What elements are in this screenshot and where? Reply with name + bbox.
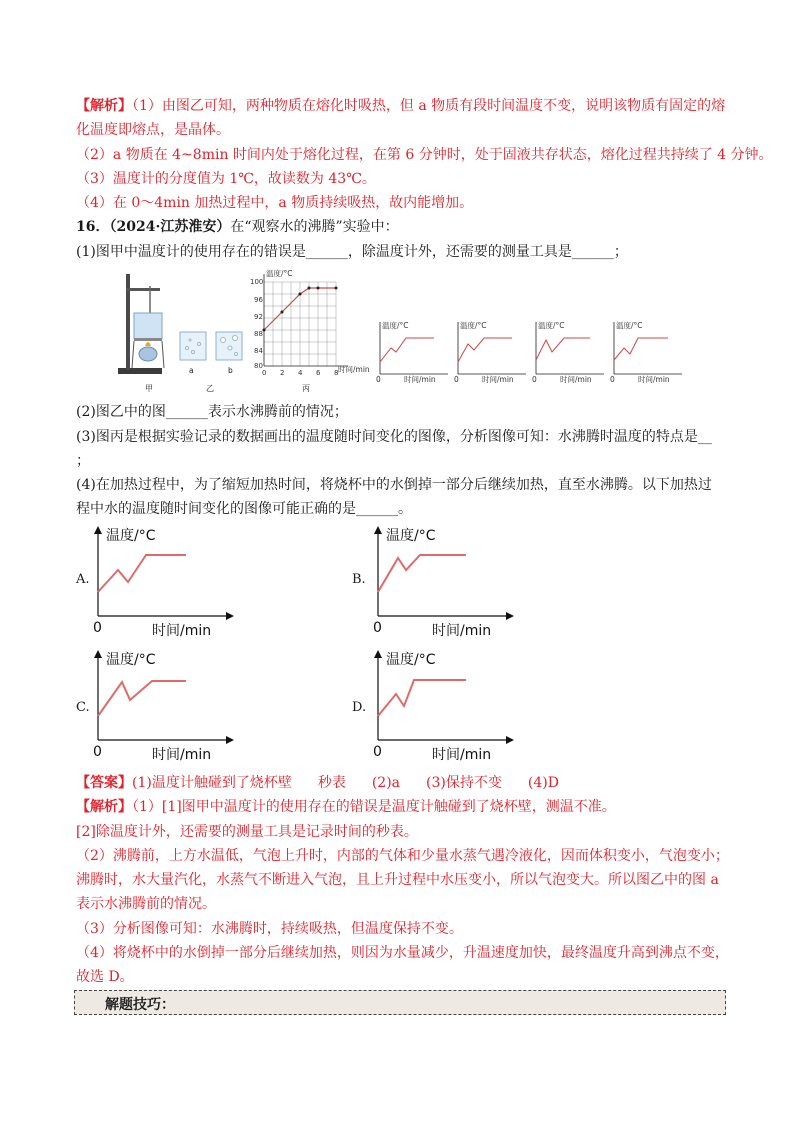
- prev-analysis-line-3: （2）a 物质在 4~8min 时间内处于熔化过程，在第 6 分钟时，处于固液共存状态，熔化过程共持续了 4 分钟。: [76, 147, 773, 163]
- label-yi: 乙: [206, 384, 214, 393]
- svg-text:温度/°C: 温度/°C: [106, 528, 156, 544]
- option-b-graph: [370, 520, 510, 640]
- small-graph-3: [532, 318, 606, 382]
- y-tick: 96: [254, 296, 263, 304]
- label-bing: 丙: [302, 384, 310, 393]
- option-a-graph: [90, 520, 230, 640]
- y-tick: 100: [250, 278, 264, 286]
- figure-apparatus-jia: [112, 268, 172, 388]
- svg-text:温度/°C: 温度/°C: [386, 528, 436, 544]
- svg-text:时间/min: 时间/min: [638, 375, 670, 384]
- option-b-label: B.: [352, 572, 366, 587]
- prev-analysis-line-2: 化温度即熔点，是晶体。: [76, 122, 230, 138]
- small-graph-4: [610, 318, 684, 382]
- analysis-line-3: （2）沸腾前，上方水温低，气泡上升时，内部的气体和少量水蒸气遇冷液化，因而体积变小，气泡变小；: [76, 848, 729, 864]
- small-graph-1: [376, 318, 450, 382]
- label-jia: 甲: [145, 384, 153, 393]
- prev-analysis-line-5: （4）在 0～4min 加热过程中，a 物质持续吸热，故内能增加。: [76, 195, 474, 211]
- beaker-b-label: b: [228, 366, 233, 375]
- question-header: 16．（2024·江苏淮安）在“观察水的沸腾”实验中：: [76, 219, 399, 235]
- graph-bing-xlabel: 时间/min: [338, 365, 370, 374]
- svg-text:时间/min: 时间/min: [404, 375, 436, 384]
- svg-text:0: 0: [93, 620, 102, 636]
- question-part-4a: (4)在加热过程中，为了缩短加热时间，将烧杯中的水倒掉一部分后继续加热，直至水沸腾。以下加热过: [76, 477, 712, 493]
- svg-text:0: 0: [610, 375, 615, 384]
- analysis-line-1: 【解析】（1）[1]图甲中温度计的使用存在的错误是温度计触碰到了烧杯壁，测温不准。: [76, 799, 616, 815]
- svg-text:0: 0: [454, 375, 459, 384]
- question-part-3a: (3)图丙是根据实验记录的数据画出的温度随时间变化的图像，分析图像可知：水沸腾时温度的特点是__: [76, 429, 712, 445]
- prev-analysis-line-1: 【解析】（1）由图乙可知，两种物质在熔化时吸热，但 a 物质有段时间温度不变，说明该物质有固定的熔: [76, 98, 726, 114]
- option-c-label: C.: [76, 700, 90, 715]
- svg-text:时间/min: 时间/min: [482, 375, 514, 384]
- svg-text:温度/°C: 温度/°C: [382, 321, 409, 330]
- svg-text:时间/min: 时间/min: [432, 623, 492, 639]
- option-d-label: D.: [352, 700, 367, 715]
- svg-text:0: 0: [532, 375, 537, 384]
- svg-text:温度/°C: 温度/°C: [386, 652, 436, 668]
- svg-text:0: 0: [93, 744, 102, 760]
- svg-text:温度/°C: 温度/°C: [106, 652, 156, 668]
- tip-label: 解题技巧：: [105, 997, 175, 1013]
- analysis-line-4: 沸腾时，水大量汽化，水蒸气不断进入气泡，且上升过程中水压变小，所以气泡变大。所以图乙中的图 a: [76, 872, 719, 888]
- analysis-line-6: （3）分析图像可知：水沸腾时，持续吸热，但温度保持不变。: [76, 921, 463, 937]
- svg-text:温度/°C: 温度/°C: [616, 321, 643, 330]
- prev-analysis-line-4: （3）温度计的分度值为 1℃，故读数为 43℃。: [76, 171, 376, 187]
- svg-text:时间/min: 时间/min: [152, 623, 212, 639]
- option-a-label: A.: [76, 572, 90, 587]
- analysis-line-2: [2]除温度计外，还需要的测量工具是记录时间的秒表。: [76, 824, 418, 840]
- analysis-line-8: 故选 D。: [76, 969, 134, 985]
- question-part-2: (2)图乙中的图______表示水沸腾前的情况；: [76, 404, 348, 420]
- y-tick: 84: [254, 347, 263, 355]
- question-part-4b: 程中水的温度随时间变化的图像可能正确的是______。: [76, 501, 412, 517]
- svg-text:0: 0: [373, 744, 382, 760]
- question-part-3b: ；: [76, 453, 90, 469]
- svg-text:时间/min: 时间/min: [560, 375, 592, 384]
- x-tick: 8: [334, 369, 339, 377]
- graph-bing-ylabel: 温度/°C: [266, 269, 293, 278]
- y-tick: 88: [254, 330, 263, 338]
- figure-graph-bing: [236, 268, 376, 380]
- y-tick: 80: [254, 362, 263, 370]
- svg-text:时间/min: 时间/min: [432, 747, 492, 763]
- analysis-line-5: 表示水沸腾前的情况。: [76, 896, 216, 912]
- tip-box: [74, 990, 726, 1015]
- question-part-1: (1)图甲中温度计的使用存在的错误是______，除温度计外，还需要的测量工具是______；: [76, 244, 628, 260]
- analysis-line-7: （4）将烧杯中的水倒掉一部分后继续加热，则因为水量减少，升温速度加快，最终温度升高到沸点不变，: [76, 945, 729, 961]
- x-tick: 2: [280, 369, 285, 377]
- svg-text:0: 0: [376, 375, 381, 384]
- x-tick: 6: [316, 369, 321, 377]
- svg-text:温度/°C: 温度/°C: [460, 321, 487, 330]
- option-d-graph: [370, 644, 510, 764]
- svg-text:温度/°C: 温度/°C: [538, 321, 565, 330]
- svg-text:时间/min: 时间/min: [152, 747, 212, 763]
- small-graph-2: [454, 318, 528, 382]
- answer-line: 【答案】(1)温度计触碰到了烧杯壁 秒表 (2)a (3)保持不变 (4)D: [76, 775, 559, 791]
- x-tick: 4: [298, 369, 303, 377]
- x-tick: 0: [262, 369, 267, 377]
- y-tick: 92: [254, 313, 263, 321]
- svg-text:0: 0: [373, 620, 382, 636]
- option-c-graph: [90, 644, 230, 764]
- beaker-a-label: a: [189, 366, 194, 375]
